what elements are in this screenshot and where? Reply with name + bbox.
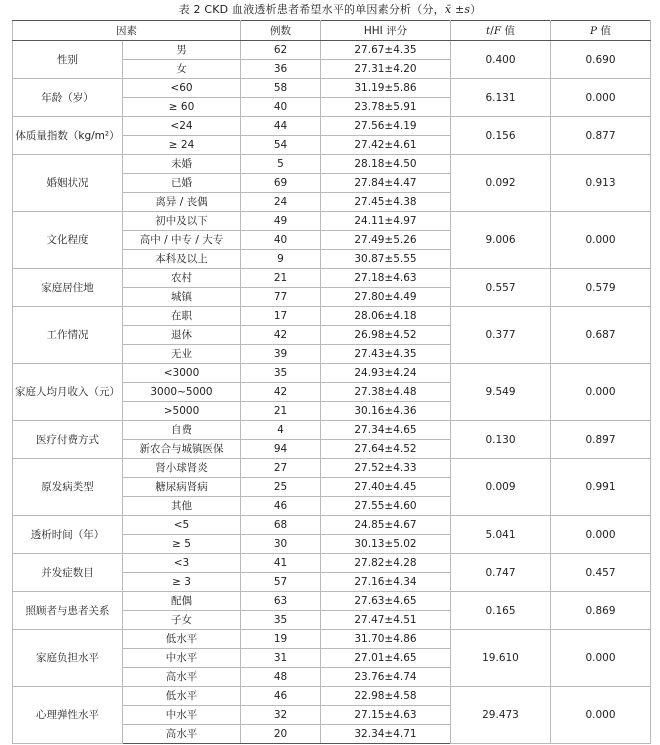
hhi-score: 27.49±5.26 [321, 231, 451, 250]
header-p-letter: P [590, 24, 598, 37]
factor-level: 本科及以上 [123, 250, 241, 269]
factor-level: ≥ 5 [123, 535, 241, 554]
case-count: 36 [241, 60, 321, 79]
hhi-score: 27.56±4.19 [321, 117, 451, 136]
hhi-score: 27.64±4.52 [321, 440, 451, 459]
factor-level: <60 [123, 79, 241, 98]
factor-name: 原发病类型 [13, 459, 123, 516]
table-row [13, 630, 651, 649]
test-statistic: 9.006 [451, 212, 551, 269]
p-value: 0.913 [551, 155, 651, 212]
table-row [13, 269, 651, 288]
case-count: 4 [241, 421, 321, 440]
table-row [13, 155, 651, 174]
test-statistic: 0.156 [451, 117, 551, 155]
table-row [13, 117, 651, 136]
case-count: 25 [241, 478, 321, 497]
case-count: 42 [241, 326, 321, 345]
table-row [13, 687, 651, 706]
table-row [13, 41, 651, 60]
table-row [13, 212, 651, 231]
factor-name: 性别 [13, 41, 123, 79]
table-body [13, 41, 651, 744]
case-count: 35 [241, 364, 321, 383]
case-count: 31 [241, 649, 321, 668]
caption-stat: x̄ ±s [444, 3, 471, 16]
case-count: 40 [241, 231, 321, 250]
factor-name: 文化程度 [13, 212, 123, 269]
table-row [13, 307, 651, 326]
case-count: 32 [241, 706, 321, 725]
hhi-score: 23.78±5.91 [321, 98, 451, 117]
header-test-f: F [493, 24, 502, 37]
test-statistic: 0.165 [451, 592, 551, 630]
case-count: 54 [241, 136, 321, 155]
table-row [13, 79, 651, 98]
caption-prefix: 表 2 CKD 血液透析患者希望水平的单因素分析（分， [178, 3, 445, 16]
case-count: 17 [241, 307, 321, 326]
hhi-score: 27.01±4.65 [321, 649, 451, 668]
test-statistic: 0.009 [451, 459, 551, 516]
case-count: 5 [241, 155, 321, 174]
factor-level: 女 [123, 60, 241, 79]
test-statistic: 9.549 [451, 364, 551, 421]
case-count: 57 [241, 573, 321, 592]
p-value: 0.877 [551, 117, 651, 155]
case-count: 68 [241, 516, 321, 535]
factor-level: ≥ 3 [123, 573, 241, 592]
test-statistic: 6.131 [451, 79, 551, 117]
case-count: 58 [241, 79, 321, 98]
hhi-score: 31.70±4.86 [321, 630, 451, 649]
header-n: 例数 [241, 21, 321, 41]
header-test-t: t [486, 24, 491, 37]
factor-level: ≥ 24 [123, 136, 241, 155]
case-count: 41 [241, 554, 321, 573]
header-test-suffix: 值 [501, 24, 515, 37]
factor-level: 低水平 [123, 687, 241, 706]
case-count: 44 [241, 117, 321, 136]
factor-level: 中水平 [123, 706, 241, 725]
hhi-score: 23.76±4.74 [321, 668, 451, 687]
case-count: 62 [241, 41, 321, 60]
factor-level: 无业 [123, 345, 241, 364]
p-value: 0.000 [551, 364, 651, 421]
factor-level: 中水平 [123, 649, 241, 668]
factor-name: 家庭居住地 [13, 269, 123, 307]
p-value: 0.000 [551, 687, 651, 744]
factor-level: 高中 / 中专 / 大专 [123, 231, 241, 250]
table-header-row [13, 21, 651, 41]
univariate-analysis-table [12, 20, 651, 744]
case-count: 49 [241, 212, 321, 231]
hhi-score: 30.87±5.55 [321, 250, 451, 269]
factor-level: 新农合与城镇医保 [123, 440, 241, 459]
hhi-score: 28.06±4.18 [321, 307, 451, 326]
hhi-score: 27.47±4.51 [321, 611, 451, 630]
hhi-score: 27.45±4.38 [321, 193, 451, 212]
header-test [451, 21, 551, 41]
factor-level: 其他 [123, 497, 241, 516]
test-statistic: 29.473 [451, 687, 551, 744]
case-count: 21 [241, 402, 321, 421]
factor-level: ≥ 60 [123, 98, 241, 117]
hhi-score: 27.80±4.49 [321, 288, 451, 307]
test-statistic: 0.377 [451, 307, 551, 364]
hhi-score: 27.52±4.33 [321, 459, 451, 478]
factor-name: 并发症数目 [13, 554, 123, 592]
header-score: HHI 评分 [321, 21, 451, 41]
factor-level: 3000~5000 [123, 383, 241, 402]
factor-level: 农村 [123, 269, 241, 288]
header-p-suffix: 值 [597, 24, 611, 37]
case-count: 20 [241, 725, 321, 744]
case-count: 35 [241, 611, 321, 630]
hhi-score: 24.85±4.67 [321, 516, 451, 535]
case-count: 77 [241, 288, 321, 307]
hhi-score: 24.93±4.24 [321, 364, 451, 383]
factor-name: 透析时间（年） [13, 516, 123, 554]
case-count: 9 [241, 250, 321, 269]
p-value: 0.897 [551, 421, 651, 459]
factor-name: 体质量指数（kg/m²） [13, 117, 123, 155]
hhi-score: 27.31±4.20 [321, 60, 451, 79]
factor-name: 照顾者与患者关系 [13, 592, 123, 630]
factor-level: 高水平 [123, 668, 241, 687]
factor-level: <24 [123, 117, 241, 136]
p-value: 0.000 [551, 79, 651, 117]
hhi-score: 32.34±4.71 [321, 725, 451, 744]
factor-name: 工作情况 [13, 307, 123, 364]
table-row [13, 516, 651, 535]
header-p [551, 21, 651, 41]
header-factor: 因素 [13, 21, 241, 41]
header-test-sep: / [490, 24, 494, 37]
case-count: 39 [241, 345, 321, 364]
case-count: 48 [241, 668, 321, 687]
test-statistic: 0.092 [451, 155, 551, 212]
caption-suffix: ） [470, 3, 482, 16]
factor-level: <3000 [123, 364, 241, 383]
hhi-score: 27.43±4.35 [321, 345, 451, 364]
hhi-score: 27.18±4.63 [321, 269, 451, 288]
factor-level: 男 [123, 41, 241, 60]
factor-name: 医疗付费方式 [13, 421, 123, 459]
hhi-score: 27.63±4.65 [321, 592, 451, 611]
factor-level: 糖尿病肾病 [123, 478, 241, 497]
factor-level: 肾小球肾炎 [123, 459, 241, 478]
factor-name: 婚姻状况 [13, 155, 123, 212]
factor-level: 在职 [123, 307, 241, 326]
factor-level: 低水平 [123, 630, 241, 649]
factor-level: >5000 [123, 402, 241, 421]
hhi-score: 30.16±4.36 [321, 402, 451, 421]
hhi-score: 27.15±4.63 [321, 706, 451, 725]
test-statistic: 0.747 [451, 554, 551, 592]
case-count: 30 [241, 535, 321, 554]
p-value: 0.000 [551, 212, 651, 269]
test-statistic: 5.041 [451, 516, 551, 554]
hhi-score: 27.84±4.47 [321, 174, 451, 193]
table-row [13, 421, 651, 440]
factor-level: 已婚 [123, 174, 241, 193]
factor-level: <5 [123, 516, 241, 535]
case-count: 24 [241, 193, 321, 212]
table-row [13, 554, 651, 573]
p-value: 0.000 [551, 516, 651, 554]
case-count: 42 [241, 383, 321, 402]
case-count: 40 [241, 98, 321, 117]
factor-level: 子女 [123, 611, 241, 630]
p-value: 0.457 [551, 554, 651, 592]
factor-level: 配偶 [123, 592, 241, 611]
test-statistic: 0.130 [451, 421, 551, 459]
table-caption [0, 0, 660, 20]
hhi-score: 27.82±4.28 [321, 554, 451, 573]
case-count: 21 [241, 269, 321, 288]
table-row [13, 592, 651, 611]
hhi-score: 26.98±4.52 [321, 326, 451, 345]
case-count: 63 [241, 592, 321, 611]
factor-level: 高水平 [123, 725, 241, 744]
hhi-score: 27.42±4.61 [321, 136, 451, 155]
hhi-score: 28.18±4.50 [321, 155, 451, 174]
p-value: 0.579 [551, 269, 651, 307]
factor-name: 家庭负担水平 [13, 630, 123, 687]
factor-level: 未婚 [123, 155, 241, 174]
hhi-score: 22.98±4.58 [321, 687, 451, 706]
hhi-score: 31.19±5.86 [321, 79, 451, 98]
p-value: 0.000 [551, 630, 651, 687]
test-statistic: 0.400 [451, 41, 551, 79]
hhi-score: 27.38±4.48 [321, 383, 451, 402]
hhi-score: 30.13±5.02 [321, 535, 451, 554]
hhi-score: 27.55±4.60 [321, 497, 451, 516]
case-count: 69 [241, 174, 321, 193]
hhi-score: 24.11±4.97 [321, 212, 451, 231]
factor-name: 年龄（岁） [13, 79, 123, 117]
p-value: 0.687 [551, 307, 651, 364]
p-value: 0.991 [551, 459, 651, 516]
factor-name: 家庭人均月收入（元） [13, 364, 123, 421]
test-statistic: 19.610 [451, 630, 551, 687]
test-statistic: 0.557 [451, 269, 551, 307]
p-value: 0.690 [551, 41, 651, 79]
case-count: 27 [241, 459, 321, 478]
factor-level: 自费 [123, 421, 241, 440]
factor-level: 初中及以下 [123, 212, 241, 231]
factor-name: 心理弹性水平 [13, 687, 123, 744]
hhi-score: 27.67±4.35 [321, 41, 451, 60]
hhi-score: 27.16±4.34 [321, 573, 451, 592]
p-value: 0.869 [551, 592, 651, 630]
factor-level: 城镇 [123, 288, 241, 307]
table-row [13, 459, 651, 478]
case-count: 94 [241, 440, 321, 459]
case-count: 19 [241, 630, 321, 649]
factor-level: 退休 [123, 326, 241, 345]
case-count: 46 [241, 497, 321, 516]
factor-level: <3 [123, 554, 241, 573]
factor-level: 离异 / 丧偶 [123, 193, 241, 212]
case-count: 46 [241, 687, 321, 706]
table-row [13, 364, 651, 383]
hhi-score: 27.34±4.65 [321, 421, 451, 440]
hhi-score: 27.40±4.45 [321, 478, 451, 497]
